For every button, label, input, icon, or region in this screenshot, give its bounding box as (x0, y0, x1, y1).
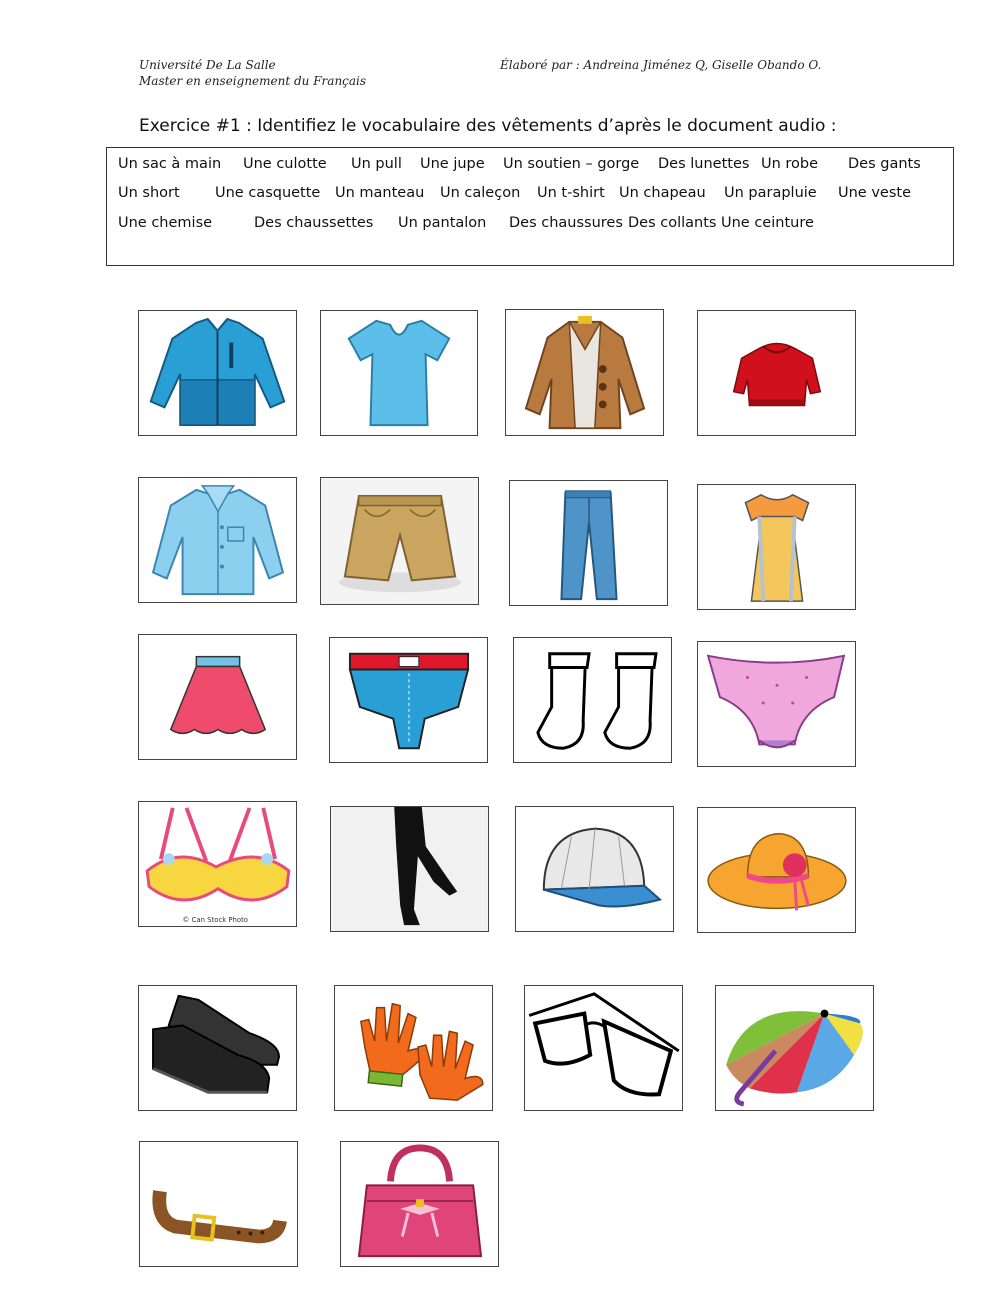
word-bank (106, 147, 954, 266)
image-card-cap (515, 806, 674, 932)
word-chaussettes: Des chaussettes (254, 215, 374, 231)
header-program: Master en enseignement du Français (139, 74, 367, 88)
word-sac-a-main: Un sac à main (118, 156, 222, 172)
word-robe: Un robe (761, 156, 819, 172)
image-card-bra (138, 801, 297, 927)
image-card-jeans (509, 480, 668, 606)
panties-icon (698, 642, 855, 766)
coat-icon (506, 310, 663, 435)
sun-hat-icon (698, 808, 855, 932)
image-card-gloves (334, 985, 493, 1111)
shoes-icon (139, 986, 296, 1110)
belt-icon (140, 1142, 297, 1266)
word-t-shirt: Un t-shirt (537, 185, 605, 201)
image-card-tshirt (320, 310, 478, 436)
tights-icon (331, 807, 488, 931)
header-authors: Élaboré par : Andreina Jiménez Q, Giselle Obando O. (500, 58, 822, 72)
bra-icon (139, 802, 296, 926)
word-jupe: Une jupe (420, 156, 485, 172)
word-collants: Des collants (628, 215, 717, 231)
tshirt-icon (321, 311, 477, 435)
image-card-coat (505, 309, 664, 436)
word-culotte: Une culotte (243, 156, 327, 172)
shorts-icon (321, 478, 478, 604)
word-soutien-gorge: Un soutien – gorge (503, 156, 640, 172)
word-pantalon: Un pantalon (398, 215, 487, 231)
image-card-dress (697, 484, 856, 610)
word-chaussures: Des chaussures (509, 215, 623, 231)
image-card-socks (513, 637, 672, 763)
word-ceinture: Une ceinture (721, 215, 814, 231)
handbag-icon (341, 1142, 498, 1266)
jacket-icon (139, 311, 296, 435)
word-calecon: Un caleçon (440, 185, 521, 201)
image-card-tights (330, 806, 489, 932)
shirt-icon (139, 478, 296, 602)
image-card-sun-hat (697, 807, 856, 933)
word-casquette: Une casquette (215, 185, 321, 201)
jeans-icon (510, 481, 667, 605)
image-card-belt (139, 1141, 298, 1267)
briefs-icon (330, 638, 487, 762)
word-manteau: Un manteau (335, 185, 425, 201)
glasses-icon (525, 986, 682, 1110)
image-card-shirt (138, 477, 297, 603)
word-chapeau: Un chapeau (619, 185, 706, 201)
word-lunettes: Des lunettes (658, 156, 750, 172)
skirt-icon (139, 635, 296, 759)
umbrella-icon (716, 986, 873, 1110)
word-short: Un short (118, 185, 180, 201)
image-card-glasses (524, 985, 683, 1111)
word-gants: Des gants (848, 156, 921, 172)
image-card-umbrella (715, 985, 874, 1111)
cap-icon (516, 807, 673, 931)
image-card-shorts (320, 477, 479, 605)
socks-icon (514, 638, 671, 762)
image-card-briefs (329, 637, 488, 763)
exercise-title: Exercice #1 : Identifiez le vocabulaire des vêtements d’après le document audio : (139, 116, 837, 136)
image-watermark: © Can Stock Photo (182, 916, 249, 925)
image-card-handbag (340, 1141, 499, 1267)
word-pull: Un pull (351, 156, 402, 172)
image-card-sweater (697, 310, 856, 436)
word-veste: Une veste (838, 185, 911, 201)
image-card-shoes (138, 985, 297, 1111)
header-university: Université De La Salle (139, 58, 276, 72)
gloves-icon (335, 986, 492, 1110)
image-card-panties (697, 641, 856, 767)
word-chemise: Une chemise (118, 215, 213, 231)
image-card-skirt (138, 634, 297, 760)
image-card-jacket (138, 310, 297, 436)
word-parapluie: Un parapluie (724, 185, 817, 201)
sweater-icon (698, 311, 855, 435)
dress-icon (698, 485, 855, 609)
